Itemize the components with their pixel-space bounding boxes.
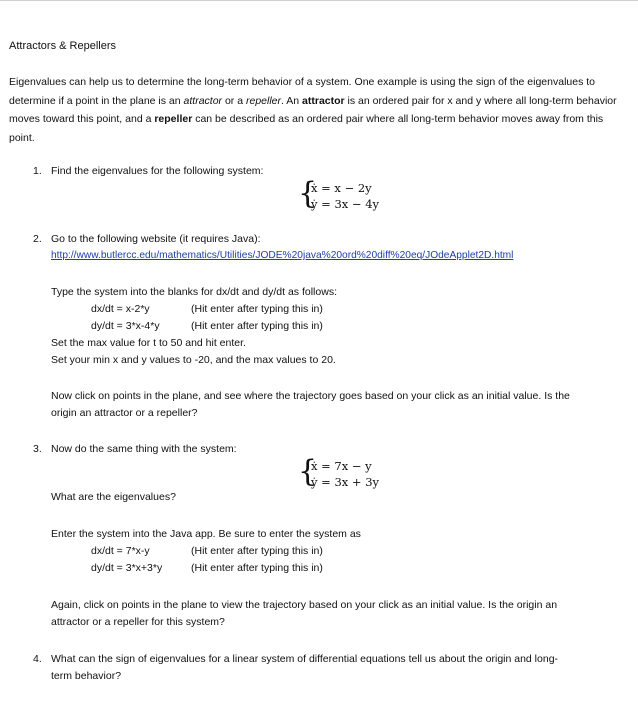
q3-again-line-1: Again, click on points in the plane to view the trajectory based on your click as an initial value. Is the origin an bbox=[51, 599, 558, 611]
q3-enter-instruction: Enter the system into the Java app. Be sure to enter the system as bbox=[51, 528, 361, 540]
q4-text-line-2: term behavior? bbox=[51, 670, 122, 682]
q4-text-line-1: What can the sign of eigenvalues for a linear system of differential equations tell us about the origin and long- bbox=[51, 653, 559, 665]
intro-text-1: Eigenvalues can help us to determine the long-term behavior of a system. One example is using the sign of the eigenvalues to determine if a point in the plane is an bbox=[9, 76, 596, 107]
q2-minmax-instruction: Set your min x and y values to -20, and the max values to 20. bbox=[51, 354, 336, 366]
intro-paragraph bbox=[9, 73, 623, 147]
intro-attractor-bold: attractor bbox=[302, 94, 345, 107]
q3-equation-2: ẏ = 3x + 3y bbox=[311, 475, 380, 489]
intro-text-3: is an ordered pair for x and y where all long-term behavior moves toward this point, and a bbox=[9, 94, 617, 125]
q3-brace-icon: { bbox=[298, 454, 318, 489]
q1-text: Find the eigenvalues for the following system: bbox=[51, 165, 264, 177]
intro-or: or a bbox=[222, 94, 246, 107]
q3-dy-note: (Hit enter after typing this in) bbox=[191, 562, 323, 574]
q2-dx-equation: dx/dt = x-2*y bbox=[91, 303, 150, 315]
q3-dy-equation: dy/dt = 3*x+3*y bbox=[91, 562, 163, 574]
q2-type-instructions: Type the system into the blanks for dx/dt and dy/dt as follows: bbox=[51, 286, 337, 298]
q3-what-eigenvalues: What are the eigenvalues? bbox=[51, 491, 176, 503]
q1-equation-2: ẏ = 3x − 4y bbox=[311, 197, 380, 211]
q3-equation-1: ẋ = 7x − y bbox=[311, 459, 372, 473]
q3-dx-equation: dx/dt = 7*x-y bbox=[91, 545, 150, 557]
q3-number: 3. bbox=[33, 443, 42, 455]
q1-number: 1. bbox=[33, 165, 42, 177]
intro-text-4: can be described as an ordered pair where all long-term behavior moves away from this point. bbox=[9, 113, 604, 144]
q2-click-line-2: origin an attractor or a repeller? bbox=[51, 407, 198, 419]
java-applet-link[interactable]: http://www.butlercc.edu/mathematics/Utilities/JODE%20java%20ord%20diff%20eq/JOdeApplet2D.html bbox=[51, 250, 514, 261]
q2-dx-note: (Hit enter after typing this in) bbox=[191, 303, 323, 315]
intro-repeller-italic: repeller bbox=[245, 94, 282, 107]
intro-repeller-bold: repeller bbox=[154, 113, 193, 125]
q2-dy-note: (Hit enter after typing this in) bbox=[191, 320, 323, 332]
q2-max-t-instruction: Set the max value for t to 50 and hit enter. bbox=[51, 337, 246, 349]
q2-text: Go to the following website (it requires Java): bbox=[51, 233, 261, 245]
q1-equation-1: ẋ = x − 2y bbox=[311, 181, 372, 195]
q2-number: 2. bbox=[33, 233, 42, 245]
q4-number: 4. bbox=[33, 653, 42, 665]
q3-again-line-2: attractor or a repeller for this system? bbox=[51, 616, 225, 628]
q3-text: Now do the same thing with the system: bbox=[51, 443, 237, 455]
intro-attractor-italic: attractor bbox=[183, 94, 223, 107]
q2-click-line-1: Now click on points in the plane, and see where the trajectory goes based on your click as an initial value. Is the bbox=[51, 390, 570, 402]
intro-text-2: . An bbox=[281, 94, 303, 107]
q3-dx-note: (Hit enter after typing this in) bbox=[191, 545, 323, 557]
document-title: Attractors & Repellers bbox=[9, 40, 116, 52]
q2-dy-equation: dy/dt = 3*x-4*y bbox=[91, 320, 160, 332]
q1-brace-icon: { bbox=[298, 176, 318, 211]
